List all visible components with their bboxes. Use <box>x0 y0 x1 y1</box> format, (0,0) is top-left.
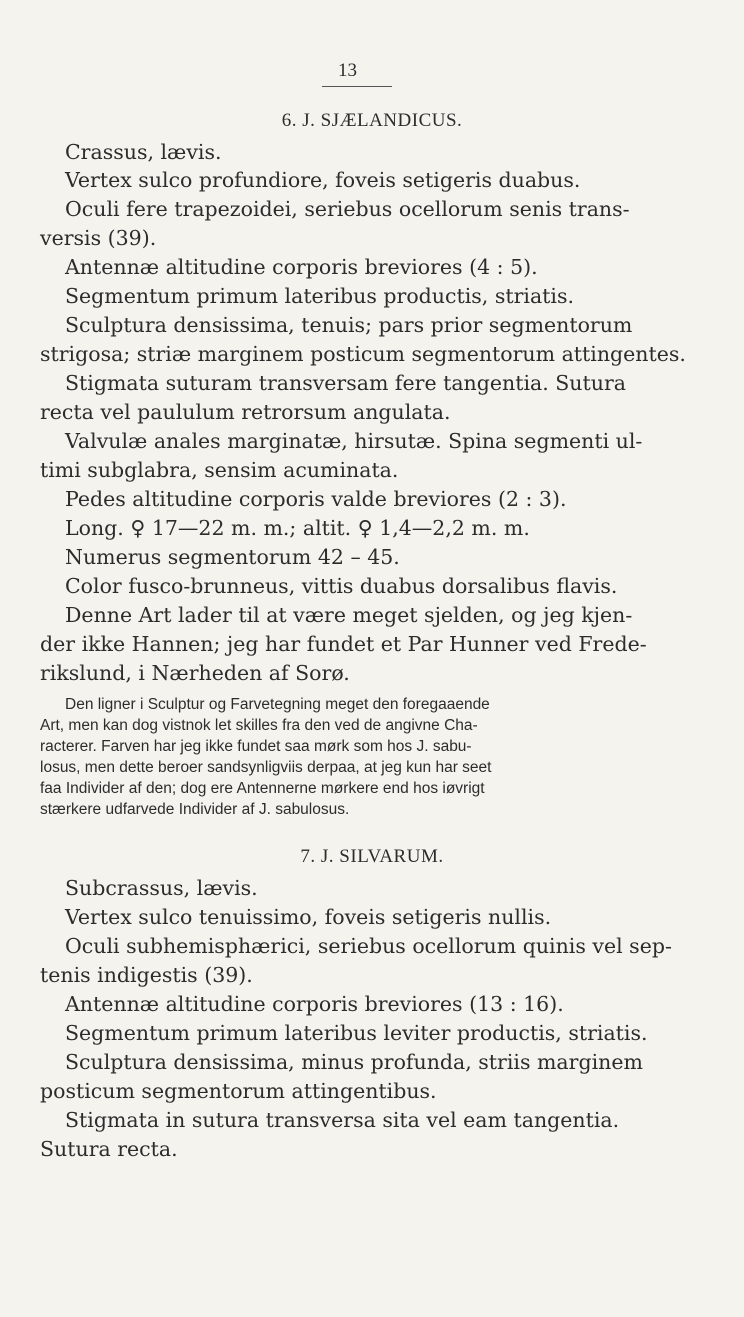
note-line: racterer. Farven har jeg ikke fundet saa mørk som hos J. sabu- <box>40 738 472 755</box>
text-line: Segmentum primum lateribus productis, striatis. <box>65 284 574 308</box>
text-line: Stigmata in sutura transversa sita vel eam tangentia. <box>65 1108 620 1132</box>
text-line: Pedes altitudine corporis valde breviores (2 : 3). <box>65 487 567 511</box>
text-line: Vertex sulco profundiore, foveis setigeris duabus. <box>65 168 581 192</box>
text-line: Sculptura densissima, tenuis; pars prior segmentorum <box>65 313 633 337</box>
text-line: rikslund, i Nærheden af Sorø. <box>40 661 350 685</box>
page-number-rule <box>322 86 392 87</box>
text-line: Stigmata suturam transversam fere tangentia. Sutura <box>65 371 626 395</box>
text-line: Sutura recta. <box>40 1137 178 1161</box>
text-line: Numerus segmentorum 42 – 45. <box>65 545 400 569</box>
text-line: posticum segmentorum attingentibus. <box>40 1079 437 1103</box>
text-line: Antennæ altitudine corporis breviores (13 : 16). <box>65 992 564 1016</box>
text-line: recta vel paululum retrorsum angulata. <box>40 400 451 424</box>
note-line: faa Individer af den; dog ere Antennerne mørkere end hos iøvrigt <box>40 780 485 797</box>
text-line: Sculptura densissima, minus profunda, striis marginem <box>65 1050 643 1074</box>
text-line: timi subglabra, sensim acuminata. <box>40 458 399 482</box>
text-line: Color fusco-brunneus, vittis duabus dorsalibus flavis. <box>65 574 618 598</box>
text-line: strigosa; striæ marginem posticum segmentorum attingentes. <box>40 342 686 366</box>
text-line: Long. ♀ 17—22 m. m.; altit. ♀ 1,4—2,2 m. m. <box>65 516 530 540</box>
page-number: 13 <box>338 60 357 81</box>
species-6-heading: 6. J. SJÆLANDICUS. <box>281 110 463 131</box>
text-line: Oculi fere trapezoidei, seriebus ocellorum senis trans- <box>65 197 630 221</box>
text-line: der ikke Hannen; jeg har fundet et Par Hunner ved Frede- <box>40 632 647 656</box>
text-line: Denne Art lader til at være meget sjelden, og jeg kjen- <box>65 603 633 627</box>
text-line: Antennæ altitudine corporis breviores (4 : 5). <box>65 255 538 279</box>
text-line: Segmentum primum lateribus leviter productis, striatis. <box>65 1021 648 1045</box>
species-7-heading: 7. J. SILVARUM. <box>300 846 444 867</box>
note-line: stærkere udfarvede Individer af J. sabulosus. <box>40 801 350 818</box>
note-line: losus, men dette beroer sandsynligviis derpaa, at jeg kun har seet <box>40 759 492 776</box>
note-line: Art, men kan dog vistnok let skilles fra den ved de angivne Cha- <box>40 717 478 734</box>
text-line: versis (39). <box>40 226 157 250</box>
text-line: Crassus, lævis. <box>65 140 222 164</box>
text-line: Vertex sulco tenuissimo, foveis setigeris nullis. <box>65 905 552 929</box>
text-line: Valvulæ anales marginatæ, hirsutæ. Spina segmenti ul- <box>65 429 643 453</box>
text-line: Subcrassus, lævis. <box>65 876 258 900</box>
text-line: Oculi subhemisphærici, seriebus ocellorum quinis vel sep- <box>65 934 672 958</box>
text-line: tenis indigestis (39). <box>40 963 253 987</box>
note-line: Den ligner i Sculptur og Farvetegning meget den foregaaende <box>65 696 490 713</box>
